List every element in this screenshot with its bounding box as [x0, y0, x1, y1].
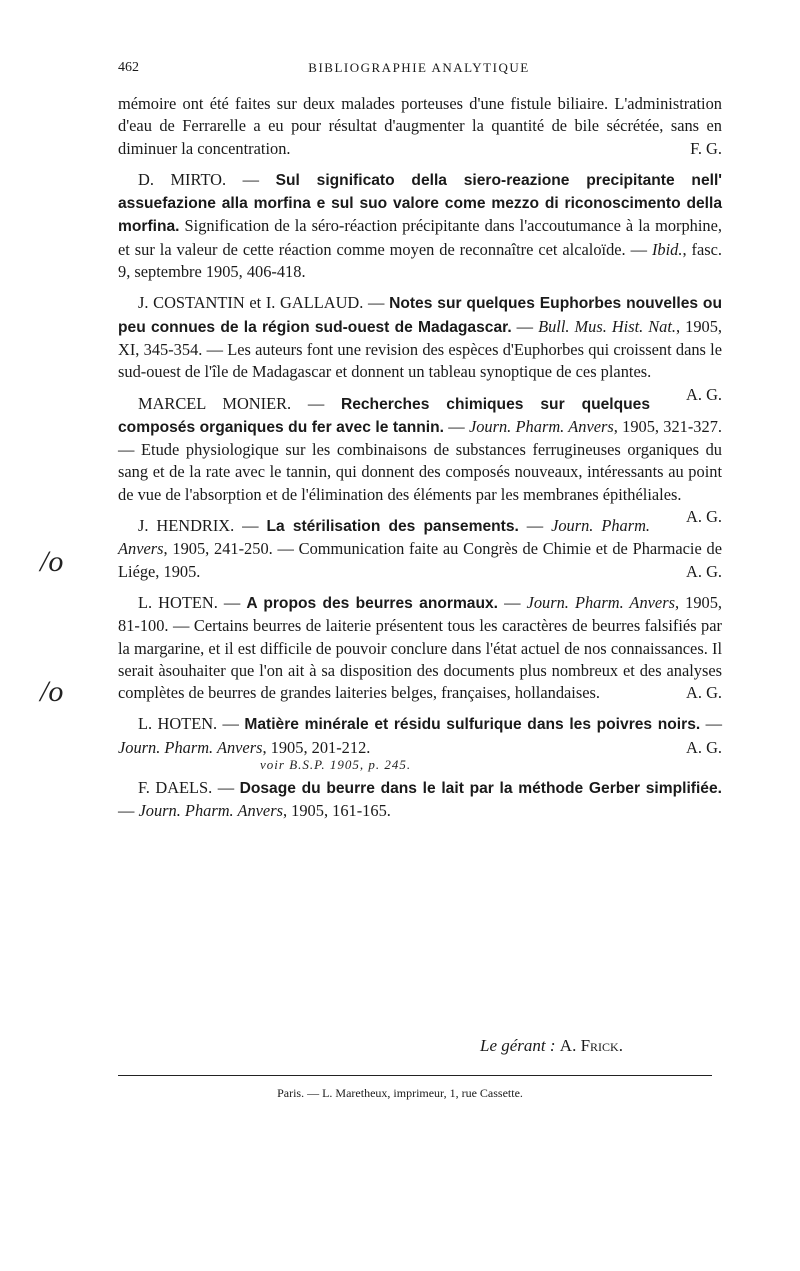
journal-name: Journ. Pharm. Anvers	[118, 737, 263, 757]
gerant-line: Le gérant : A. Frick.	[480, 1036, 623, 1055]
running-header	[118, 60, 720, 80]
bibliography-entry: J. COSTANTIN et I. GALLAUD. — Notes sur quelques Euphorbes nouvelles ou peu connues de la région sud-ouest de Madagascar. — Bull. Mus. Hist. Nat., 1905, XI, 345-354. — Les auteurs font une revision des espèces d'Euphorbes qui croissent dans le sud-ouest de l'île de Madagascar et donnent un tableau synoptique de ces plantes. A. G.	[118, 292, 722, 383]
bibliography-entry: F. DAELS. — Dosage du beurre dans le lait par la méthode Gerber simplifiée. — Journ. Pharm. Anvers, 1905, 161-165.	[118, 778, 722, 821]
bibliography-entry: J. HENDRIX. — La stérilisation des pansements. — Journ. Pharm. Anvers, 1905, 241-250. — Communication faite au Congrès de Chimie et de Pharmacie de Liége, 1905. A. G.	[118, 515, 722, 583]
reviewer-signature: A. G.	[686, 737, 722, 757]
journal-name: Bull. Mus. Hist. Nat.	[538, 316, 677, 336]
continuation-paragraph: mémoire ont été faites sur deux malades porteuses d'une fistule biliaire. L'administration d'eau de Ferrarelle a eu pour résultat d'augmenter la quantité de bile sécrétée, sans en diminuer la concentration. F. G.	[118, 93, 722, 160]
entry-title: A propos des beurres anormaux.	[246, 594, 499, 612]
journal-name: Journ. Pharm. Anvers	[138, 801, 283, 821]
handwritten-note: voir B.S.P. 1905, p. 245.	[260, 757, 412, 773]
entry-title: Notes sur quelques Euphorbes nouvelles ou peu connues de la région sud-ouest de Madagascar.	[118, 295, 722, 336]
journal-name: Journ. Pharm. Anvers	[526, 592, 675, 612]
bibliography-entry: D. MIRTO. — Sul significato della siero-reazione precipitante nell' assuefazione alla morfina e sul suo valore come mezzo di riconoscimento della morfina. Signification de la séro-réaction précipitante dans l'accoutumance à la morphine, et sur la valeur de cette réaction comme moyen de reconnaître cet alcaloïde. — Ibid., fasc. 9, septembre 1905, 406-418.	[118, 169, 722, 282]
entry-title: Sul significato della siero-reazione precipitante nell' assuefazione alla morfina e sul suo valore come mezzo di riconoscimento della morfina.	[118, 171, 722, 236]
journal-name: Ibid.	[651, 239, 683, 259]
reviewer-signature: F. G.	[690, 138, 722, 158]
gerant-name: A. Frick.	[559, 1036, 623, 1055]
reviewer-signature: A. G.	[686, 384, 722, 404]
reviewer-signature: A. G.	[686, 507, 722, 527]
entry-title: Recherches chimiques sur quelques composés organiques du fer avec le tannin.	[118, 395, 651, 436]
footer-rule	[118, 1075, 712, 1076]
entry-title: Dosage du beurre dans le lait par la méthode Gerber simplifiée.	[239, 780, 722, 798]
journal-name: Journ. Pharm. Anvers	[468, 416, 614, 436]
margin-mark: /o	[40, 545, 64, 578]
printer-imprint: Paris. — L. Maretheux, imprimeur, 1, rue Cassette.	[277, 1086, 523, 1100]
running-title: BIBLIOGRAPHIE ANALYTIQUE	[308, 60, 530, 75]
reviewer-signature: A. G.	[686, 683, 722, 703]
bibliography-entry: L. HOTEN. — Matière minérale et résidu sulfurique dans les poivres noirs. — Journ. Pharm. Anvers, 1905, 201-212. A. G.	[118, 713, 722, 759]
entry-title: Matière minérale et résidu sulfurique dans les poivres noirs.	[244, 716, 701, 734]
entry-title: La stérilisation des pansements.	[266, 518, 519, 536]
bibliography-body	[118, 93, 722, 823]
reviewer-signature: A. G.	[686, 561, 722, 581]
bibliography-entry: L. HOTEN. — A propos des beurres anormaux. — Journ. Pharm. Anvers, 1905, 81-100. — Certains beurres de laiterie présentent tous les caractères de beurres falsifiés par la margarine, et il est difficile de pouvoir conclure dans l'état actuel de nos connaissances. Il serait àsouhaiter que l'on ait à sa disposition des documents plus nombreux et des analyses complètes de beurres de grandes laiteries belges, françaises, hollandaises. A. G.	[118, 592, 722, 704]
margin-mark: /o	[40, 675, 64, 708]
journal-name: Journ. Pharm. Anvers	[118, 516, 651, 559]
bibliography-entry: MARCEL MONIER. — Recherches chimiques sur quelques composés organiques du fer avec le tannin. — Journ. Pharm. Anvers, 1905, 321-327. — Etude physiologique sur les combinaisons de substances ferrugineuses organiques du sang et de la rate avec le tannin, qui donnent des composés nouveaux, intéressants au point de vue de l'absorption et de l'élimination des éléments par les membranes épithéliales. A. G.	[118, 393, 722, 506]
page-number: 462	[118, 60, 139, 75]
